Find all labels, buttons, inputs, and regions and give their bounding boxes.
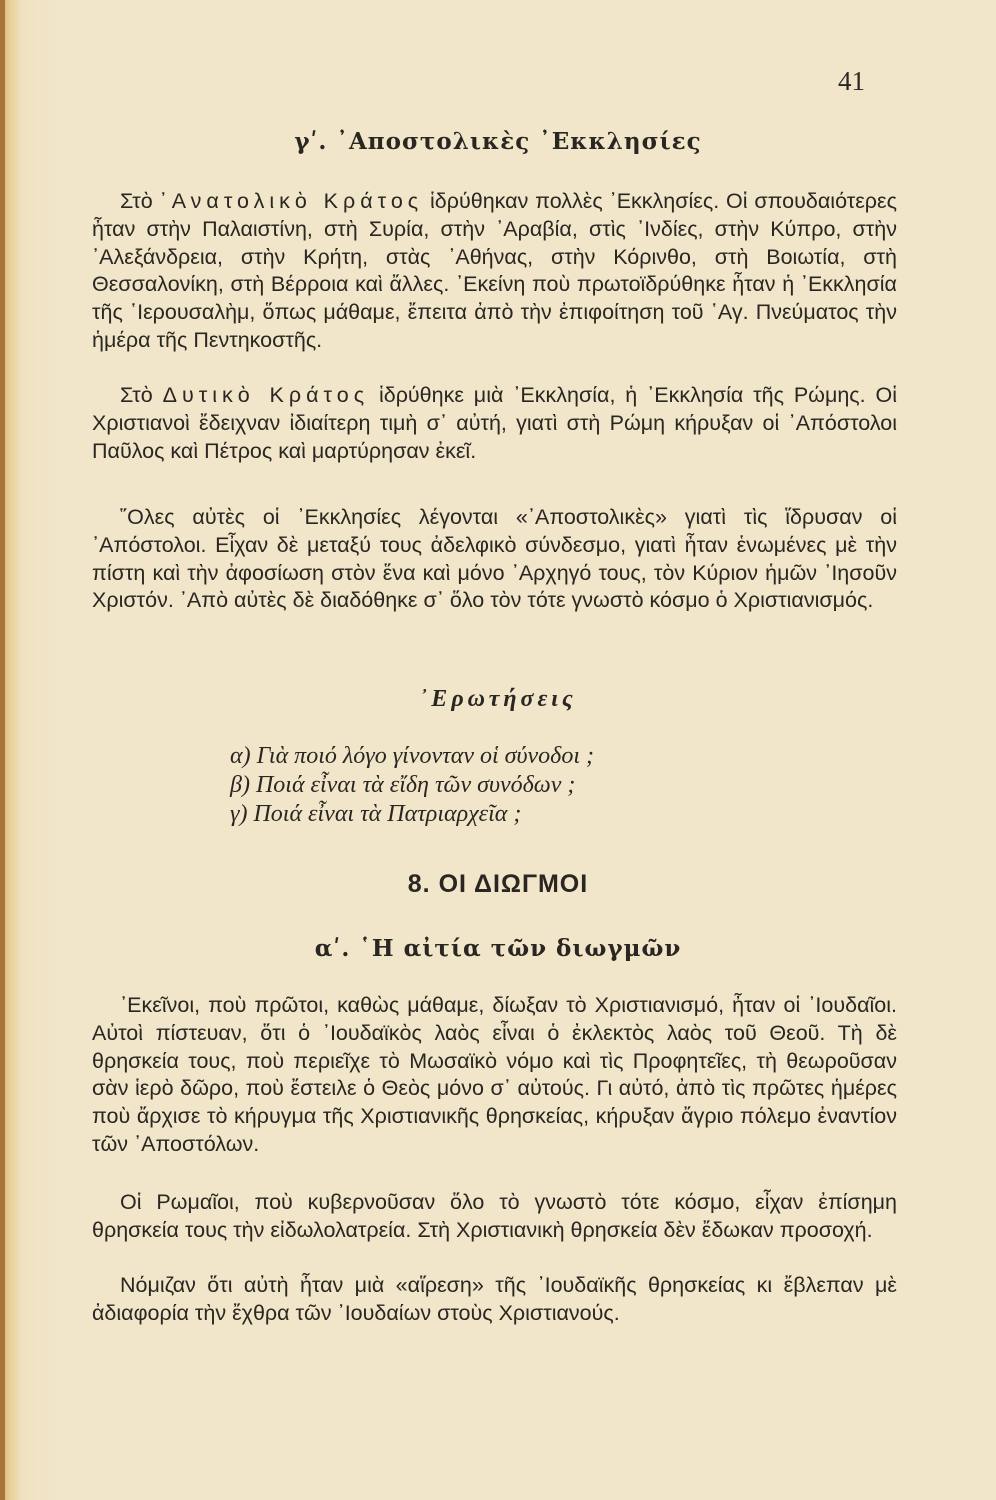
paragraph-heresy: Νόμιζαν ὅτι αὐτὴ ἦταν μιὰ «αἵρεση» τῆς ᾿Ιουδαϊκῆς θρησκείας κι ἔβλεπαν μὲ ἀδιαφορία τὴν ἔχθρα τῶν ᾿Ιουδαίων στοὺς Χριστιανούς. (92, 1273, 897, 1325)
questions-heading: ᾿Ερωτήσεις (419, 686, 577, 712)
paragraph-lead-word: Στὸ (120, 189, 153, 213)
questions-list (230, 742, 790, 829)
section-heading-cause-of-persecutions: αʹ. ῾Η αἰτία τῶν διωγμῶν (314, 935, 682, 962)
paragraph-text: ἱδρύθηκε μιὰ ᾿Εκκλησία, ἡ ᾿Εκκλησία τῆς Ρώμης. Οἱ Χριστιανοὶ ἔδειχναν ἰδιαίτερη τιμὴ σ᾿ αὐτή, γιατὶ στὴ Ρώμη κήρυξαν οἱ ᾿Απόστολοι Παῦλος καὶ Πέτρος καὶ μαρτύρησαν ἐκεῖ. (92, 383, 898, 463)
binding-edge (0, 0, 5, 1500)
paragraph-lead-word: Στὸ (120, 383, 153, 407)
question-item: α) Γιὰ ποιό λόγο γίνονταν οἱ σύνοδοι ; (230, 743, 594, 769)
emphasis-eastern-state: ᾿Ανατολικὸ Κράτος (159, 189, 424, 213)
question-item: γ) Ποιά εἶναι τὰ Πατριαρχεῖα ; (230, 801, 522, 827)
paragraph-text: ἱδρύθηκαν πολλὲς ᾿Εκκλησίες. Οἱ σπουδαιότερες ἦταν στὴν Παλαιστίνη, στὴ Συρία, στὴν ᾿Αραβία, στὶς ᾿Ινδίες, στὴν Κύπρο, στὴν ᾿Αλεξάνδρεια, στὴν Κρήτη, στὰς ᾿Αθήνας, στὴν Κόρινθο, στὴ Βοιωτία, στὴ Θεσσαλονίκη, στὴ Βέρροια καὶ ἄλλες. ᾿Εκείνη ποὺ πρωτοϊδρύθηκε ἦταν ἡ ᾿Εκκλησία τῆς ῾Ιερουσαλὴμ, ὅπως μάθαμε, ἔπειτα ἀπὸ τὴν ἐπιφοίτηση τοῦ ῾Αγ. Πνεύματος τὴν ἡμέρα τῆς Πεντηκοστῆς. (92, 189, 897, 352)
paragraph-apostolic-churches: ῞Ολες αὐτὲς οἱ ᾿Εκκλησίες λέγονται «᾿Αποστολικὲς» γιατὶ τὶς ἵδρυσαν οἱ ᾿Απόστολοι. Εἶχαν δὲ μεταξύ τους ἀδελφικὸ σύνδεσμο, γιατὶ ἦταν ἑνωμένες μὲ τὴν πίστη καὶ τὴν ἀφοσίωση στὸν ἕνα καὶ μόνο ᾿Αρχηγό τους, τὸν Κύριον ἡμῶν ᾿Ιησοῦν Χριστόν. ᾿Απὸ αὐτὲς δὲ διαδόθηκε σ᾿ ὅλο τὸν τότε γνωστὸ κόσμο ὁ Χριστιανισμός. (92, 505, 897, 613)
paragraph-romans: Οἱ Ρωμαῖοι, ποὺ κυβερνοῦσαν ὅλο τὸ γνωστὸ τότε κόσμο, εἶχαν ἐπίσημη θρησκεία τους τὴν εἰδωλολατρεία. Στὴ Χριστιανικὴ θρησκεία δὲν ἔδωκαν προσοχή. (92, 1190, 897, 1242)
paragraph-jews: ᾿Εκεῖνοι, ποὺ πρῶτοι, καθὼς μάθαμε, δίωξαν τὸ Χριστιανισμό, ἦταν οἱ ᾿Ιουδαῖοι. Αὐτοὶ πίστευαν, ὅτι ὁ ᾿Ιουδαϊκὸς λαὸς εἶναι ὁ ἐκλεκτὸς λαὸς τοῦ Θεοῦ. Τὴ δὲ θρησκεία τους, ποὺ περιεῖχε τὸ Μωσαϊκὸ νόμο καὶ τὶς Προφητεῖες, τὴ θεωροῦσαν σὰν ἱερὸ δῶρο, ποὺ ἔστειλε ὁ Θεὸς μόνο σ᾿ αὐτούς. Γι αὐτό, ἀπὸ τὶς πρῶτες ἡμέρες ποὺ ἄρχισε τὸ κήρυγμα τῆς Χριστιανικῆς θρησκείας, κήρυξαν ἄγριο πόλεμο ἐναντίον τῶν ᾿Αποστόλων. (92, 993, 897, 1156)
paragraph-western-church (92, 382, 897, 465)
paragraph-eastern-churches (92, 188, 897, 355)
chapter-title: 8. ΟΙ ΔΙΩΓΜΟΙ (407, 870, 589, 898)
page-number: 41 (838, 66, 865, 96)
section-heading-apostolic-churches: γʹ. ᾿Αποστολικὲς ᾿Εκκλησίες (294, 128, 702, 155)
emphasis-western-state: Δυτικὸ Κράτος (162, 383, 370, 407)
question-item: β) Ποιά εἶναι τὰ εἴδη τῶν συνόδων ; (230, 772, 576, 798)
